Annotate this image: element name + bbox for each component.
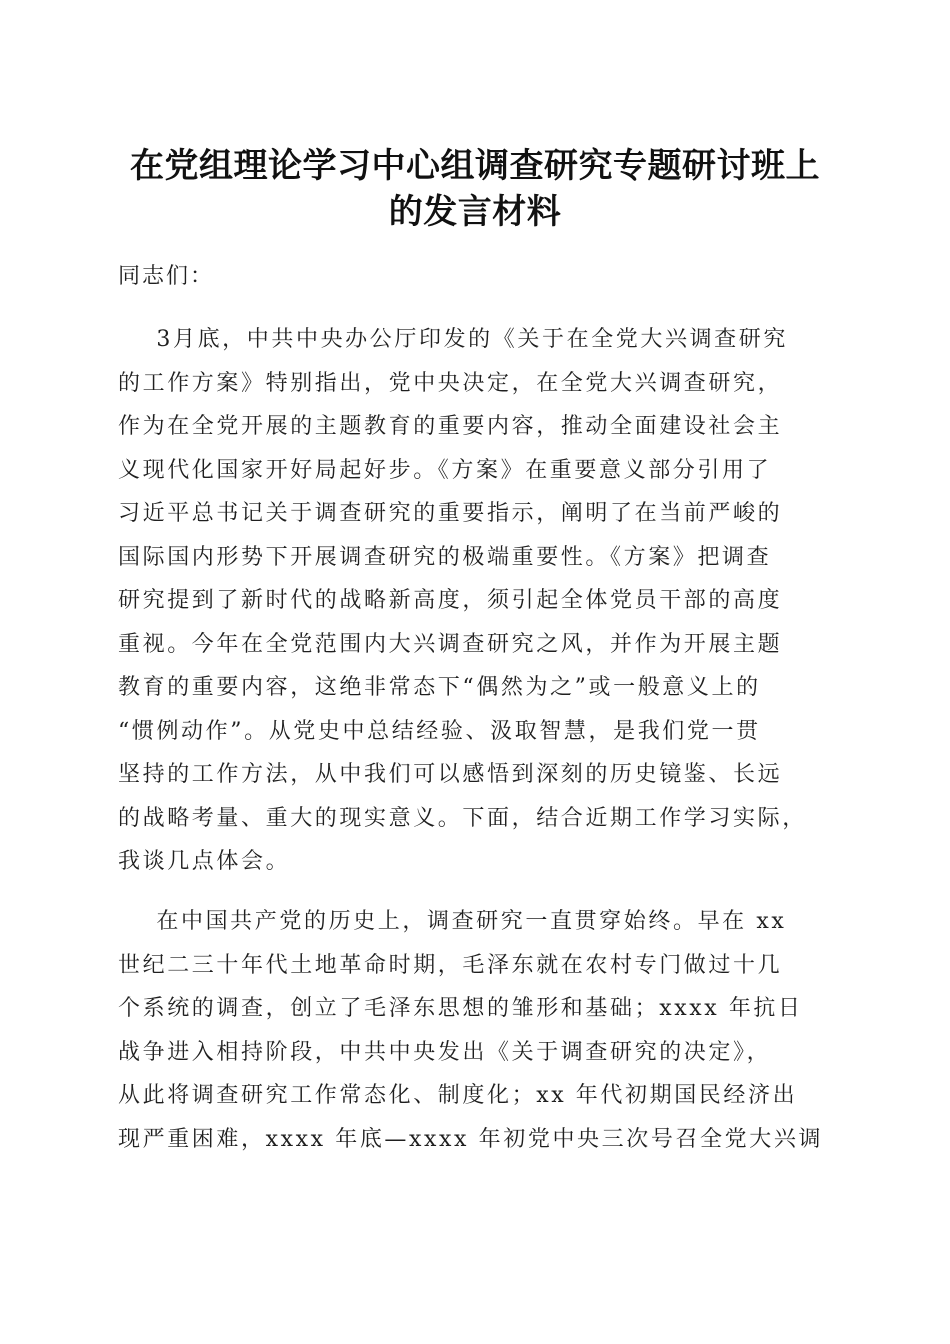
paragraph-line: 个系统的调查，创立了毛泽东思想的雏形和基础；xxxx 年抗日: [118, 996, 803, 1021]
paragraph-line: 3月底，中共中央办公厅印发的《关于在全党大兴调查研究: [118, 327, 788, 352]
paragraph-line: 作为在全党开展的主题教育的重要内容，推动全面建设社会主: [118, 414, 783, 439]
paragraph-line: 从此将调查研究工作常态化、制度化；xx 年代初期国民经济出: [118, 1083, 798, 1108]
paragraph-line: 国际国内形势下开展调查研究的极端重要性。《方案》把调查: [118, 544, 772, 570]
salutation: 同志们：: [118, 264, 215, 289]
paragraph-line: 坚持的工作方法，从中我们可以感悟到深刻的历史镜鉴、长远: [118, 762, 783, 787]
paragraph-line: 在中国共产党的历史上，调查研究一直贯穿始终。早在 xx: [118, 909, 787, 934]
paragraph-line: “惯例动作”。从党史中总结经验、汲取智慧，是我们党一贯: [118, 718, 761, 744]
paragraph-line: 研究提到了新时代的战略新高度，须引起全体党员干部的高度: [118, 588, 783, 613]
paragraph-line: 的战略考量、重大的现实意义。下面，结合近期工作学习实际，: [118, 805, 807, 831]
paragraph-line: 我谈几点体会。: [118, 849, 291, 874]
paragraph-line: 的工作方案》特别指出，党中央决定，在全党大兴调查研究，: [118, 370, 783, 396]
paragraph-line: 现严重困难，xxxx 年底—xxxx 年初党中央三次号召全党大兴调: [118, 1126, 824, 1152]
document-title-line-1: 在党组理论学习中心组调查研究专题研讨班上: [130, 146, 820, 186]
paragraph-line: 义现代化国家开好局起好步。《方案》在重要意义部分引用了: [118, 457, 772, 483]
paragraph-line: 重视。今年在全党范围内大兴调查研究之风，并作为开展主题: [118, 631, 783, 657]
paragraph-line: 习近平总书记关于调查研究的重要指示，阐明了在当前严峻的: [118, 501, 783, 526]
paragraph-line: 教育的重要内容，这绝非常态下“偶然为之”或一般意义上的: [118, 675, 761, 700]
document-title-line-2: 的发言材料: [388, 192, 562, 232]
paragraph-line: 战争进入相持阶段，中共中央发出《关于调查研究的决定》，: [118, 1039, 772, 1065]
paragraph-line: 世纪二三十年代土地革命时期，毛泽东就在农村专门做过十几: [118, 952, 783, 978]
